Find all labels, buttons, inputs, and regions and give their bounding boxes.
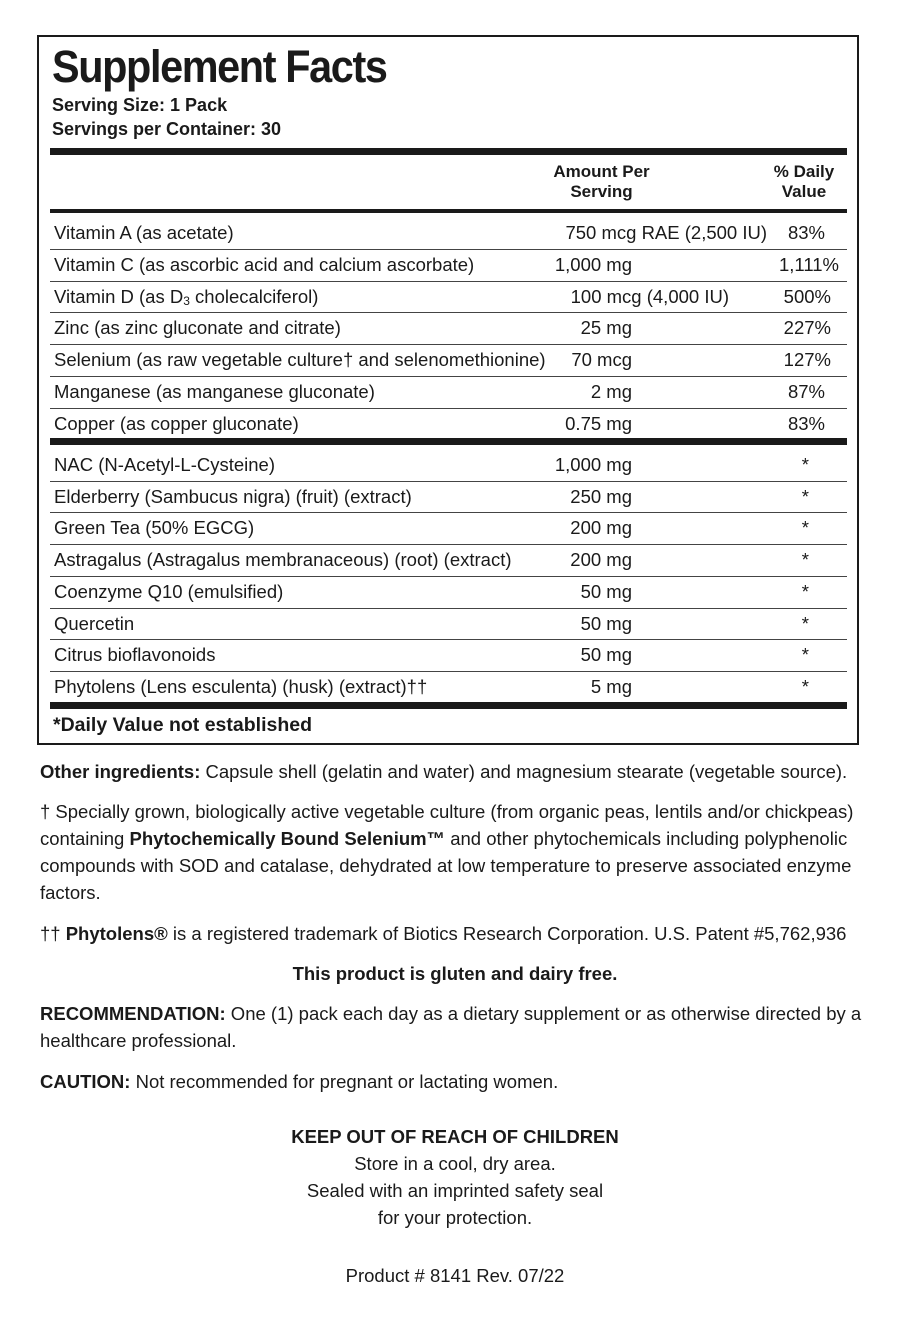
ingredient-name: NAC (N-Acetyl-L-Cysteine) (54, 454, 276, 475)
ingredient-name: Coenzyme Q10 (emulsified) (54, 580, 284, 602)
ingredient-amount: 50 mg (580, 580, 632, 602)
recommendation: RECOMMENDATION: One (1) pack each day as a dietary supplement or as otherwise directed by a healthcare professional. (40, 1003, 862, 1051)
table-row (50, 217, 847, 248)
table-row (50, 281, 847, 312)
daily-value-percent: 500% (783, 285, 831, 307)
table-row (50, 576, 847, 607)
daily-value-percent: 227% (783, 317, 831, 339)
ingredient-amount: 5 mg (590, 675, 632, 697)
ingredient-name: Zinc (as zinc gluconate and citrate) (54, 317, 341, 339)
table-row (50, 312, 847, 343)
daily-value-footnote: *Daily Value not established (53, 714, 313, 736)
table-row (50, 544, 847, 575)
caution: CAUTION: Not recommended for pregnant or lactating women. (40, 1071, 559, 1092)
other-ingredients: Other ingredients: Capsule shell (gelatin and water) and magnesium stearate (vegetable source). (40, 761, 848, 782)
daily-value-header: % Daily Value (773, 162, 835, 201)
ingredient-amount: 25 mg (580, 317, 632, 339)
ingredient-name: Citrus bioflavonoids (54, 644, 216, 666)
ingredient-amount: 0.75 mg (565, 412, 632, 434)
panel-title: Supplement Facts (52, 41, 387, 92)
ingredient-name: Copper (as copper gluconate) (54, 412, 299, 434)
header-rule (50, 148, 847, 155)
table-row (50, 608, 847, 639)
table-row (50, 408, 847, 439)
serving-size: Serving Size: 1 Pack (52, 95, 228, 115)
daily-value-percent: 1,111% (779, 253, 839, 275)
product-info: Product # 8141 Rev. 07/22 (345, 1265, 565, 1286)
ingredient-name: Manganese (as manganese gluconate) (54, 381, 375, 402)
daily-value-percent: * (801, 580, 809, 602)
daily-value-percent: 83% (787, 222, 825, 243)
ingredient-amount: 50 mg (580, 612, 632, 634)
daily-value-percent: * (801, 675, 809, 697)
footer-rule (50, 702, 847, 709)
column-header-rule (50, 209, 847, 213)
dagger-note: † Specially grown, biologically active vegetable culture (from organic peas, lentils and/or chickpeas) containing Phytochemically Bound Selenium™ and other phytochemicals including polyphenolic compounds with SOD and catalase, dehydrated at low temperature to preserve associated enzyme factors. (40, 801, 854, 903)
daily-value-percent: * (801, 485, 809, 507)
storage-instructions: KEEP OUT OF REACH OF CHILDREN Store in a cool, dry area. Sealed with an imprinted safety seal for your protection. (0, 1123, 900, 1231)
supplement-facts-panel (37, 35, 859, 745)
gluten-free-statement: This product is gluten and dairy free. (292, 963, 618, 984)
ingredient-amount: 250 mg (570, 485, 632, 507)
ingredient-amount: 750 mcg RAE (2,500 IU) (565, 222, 767, 243)
ingredient-amount: 200 mg (570, 549, 632, 571)
ingredient-amount: 50 mg (580, 644, 632, 666)
daily-value-percent: * (801, 454, 809, 475)
daily-value-percent: 87% (787, 381, 825, 402)
ingredient-amount: 1,000 mg (554, 454, 632, 475)
trademark-note: †† Phytolens® is a registered trademark of Biotics Research Corporation. U.S. Patent #5,762,936 (40, 923, 847, 944)
table-row (50, 249, 847, 280)
ingredient-name: Vitamin A (as acetate) (54, 222, 234, 243)
ingredient-amount: 1,000 mg (554, 253, 632, 275)
ingredient-amount: 2 mg (590, 381, 632, 402)
table-row (50, 376, 847, 407)
table-row (50, 671, 847, 702)
daily-value-percent: * (801, 549, 809, 571)
ingredient-name: Quercetin (54, 612, 135, 634)
ingredient-name: Green Tea (50% EGCG) (54, 517, 255, 539)
keep-away-warning: KEEP OUT OF REACH OF CHILDREN (291, 1126, 619, 1147)
table-row (50, 481, 847, 512)
ingredient-name: Vitamin D (as $D_3$ cholecalciferol) (54, 285, 319, 308)
daily-value-percent: * (801, 517, 809, 539)
ingredient-name: Astragalus (Astragalus membranaceous) (root) (extract) (54, 549, 512, 571)
daily-value-percent: 127% (783, 349, 831, 371)
table-row (50, 639, 847, 670)
ingredient-name: Elderberry (Sambucus nigra) (fruit) (extract) (54, 485, 412, 507)
ingredient-amount: 70 mcg (571, 349, 632, 371)
ingredient-name: Vitamin C (as ascorbic acid and calcium ascorbate) (54, 253, 475, 275)
ingredient-name: Selenium (as raw vegetable culture† and selenomethionine) (54, 349, 546, 371)
servings-per-container: Servings per Container: 30 (52, 119, 282, 139)
ingredient-amount: 200 mg (570, 517, 632, 539)
amount-per-serving-header: Amount Per Serving (553, 162, 650, 201)
table-row (50, 344, 847, 375)
ingredient-name: Phytolens (Lens esculenta) (husk) (extract)†† (54, 675, 428, 697)
daily-value-percent: * (801, 612, 809, 634)
table-row (50, 449, 847, 480)
section-divider-rule (50, 438, 847, 445)
table-row (50, 512, 847, 543)
daily-value-percent: * (801, 644, 809, 666)
ingredient-amount: 100 mcg (4,000 IU) (570, 285, 729, 307)
daily-value-percent: 83% (787, 412, 825, 434)
